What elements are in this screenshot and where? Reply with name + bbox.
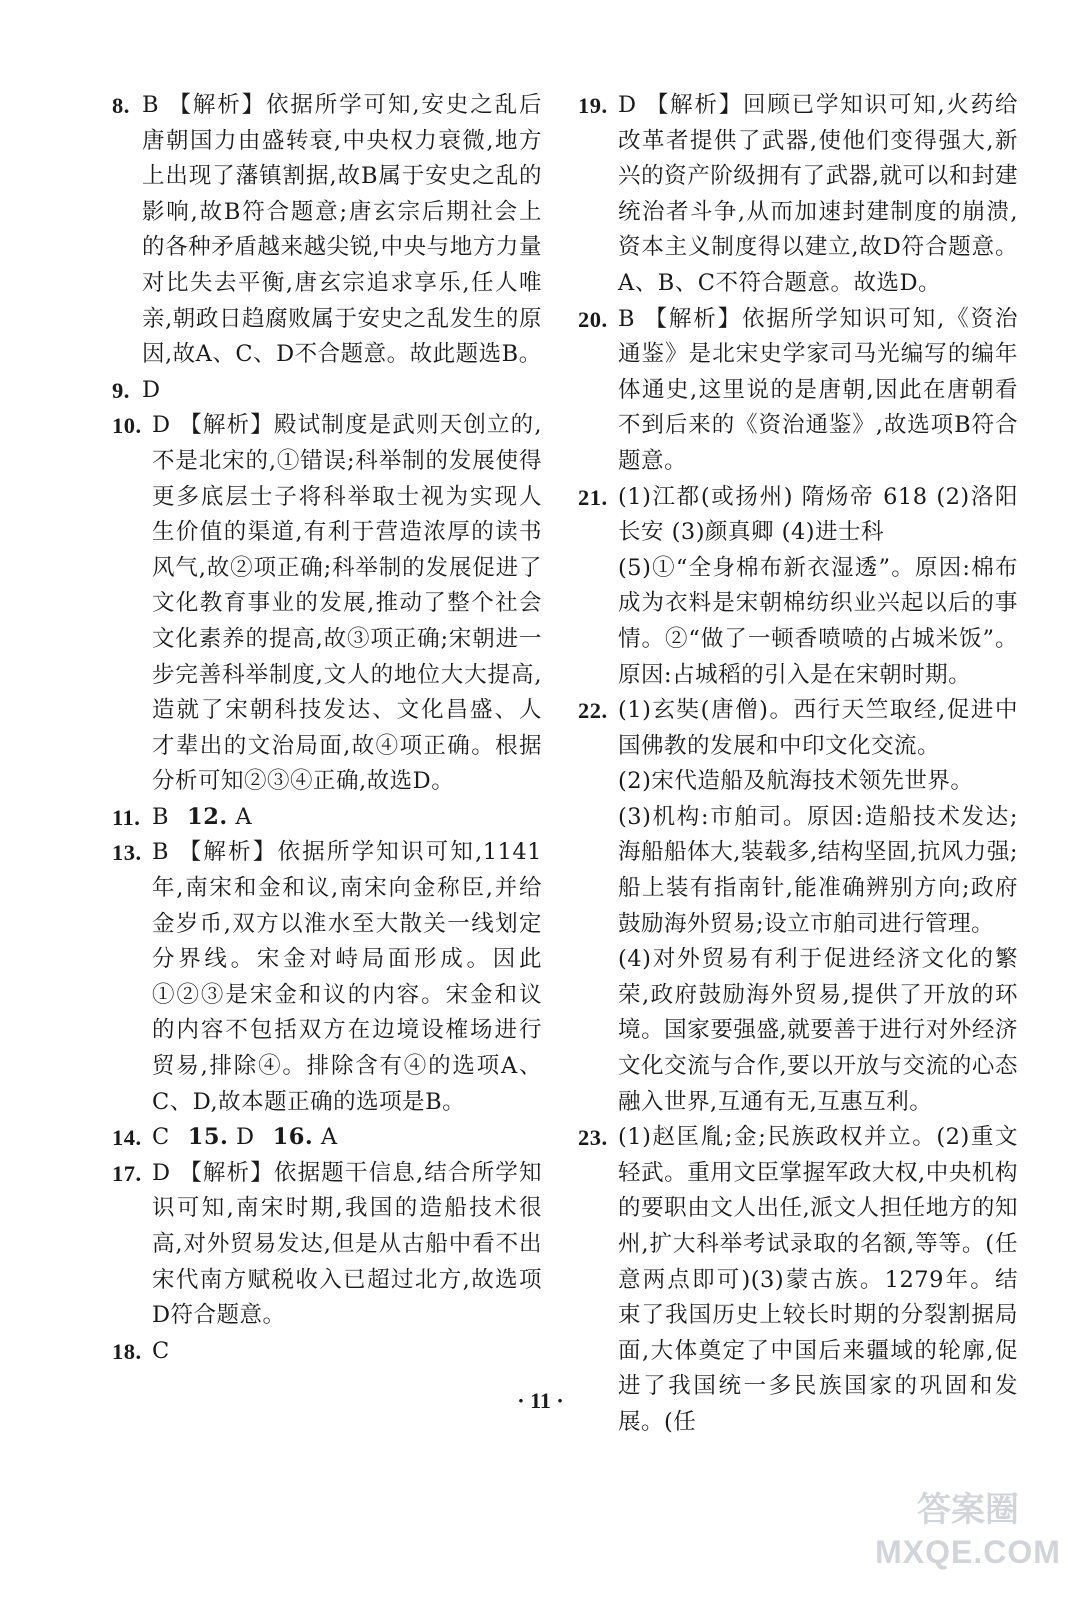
- answer-segment: (1)玄奘(唐僧)。西行天竺取经,促进中国佛教的发展和中印文化交流。: [618, 697, 1018, 759]
- answer-item: [578, 693, 1018, 1120]
- question-number: 20.: [578, 306, 608, 332]
- watermark-url: MXQE.COM: [875, 1534, 1061, 1570]
- question-number: 14.: [112, 1125, 142, 1151]
- question-number: 9.: [112, 377, 130, 403]
- question-number: 10.: [112, 413, 142, 439]
- answer-segment: (4)对外贸易有利于促进经济文化的繁荣,政府鼓励海外贸易,提供了开放的环境。国家要强盛,就要善于进行对外经济文化交流与合作,要以开放与交流的心态融入世界,互通有无,互惠互利。: [618, 946, 1018, 1115]
- answer-item: [112, 1156, 542, 1334]
- analysis-tag: 【解析】: [643, 305, 743, 332]
- answer-item: [112, 1334, 542, 1370]
- analysis-text: 回顾已学知识可知,火药给改革者提供了武器,使他们变得强大,新兴的资产阶级拥有了武器,就可以和封建统治者斗争,从而加速封建制度的崩溃,资本主义制度得以建立,故D符合题意。A、B、C不符合题意。故选D。: [618, 92, 1018, 296]
- question-number: 12.: [187, 803, 228, 830]
- question-number: 21.: [578, 484, 608, 510]
- answer-choice: B: [618, 305, 636, 332]
- answer-choice: D: [152, 1159, 171, 1186]
- analysis-tag: 【解析】: [178, 412, 274, 439]
- answer-choice: A: [320, 1124, 338, 1151]
- answer-item-group: [112, 800, 542, 836]
- answer-choice: B: [152, 803, 170, 830]
- answer-segment: (3)机构:市舶司。原因:造船技术发达;海船船体大,装载多,结构坚固,抗风力强;船上装有指南针,能准确辨别方向;政府鼓励海外贸易;设立市舶司进行管理。: [618, 803, 1018, 937]
- question-number: 23.: [578, 1125, 608, 1151]
- question-number: 13.: [112, 840, 142, 866]
- watermark-text: 答案圈: [917, 1491, 1019, 1529]
- question-number: 22.: [578, 698, 608, 724]
- answer-segment: (1)赵匡胤;金;民族政权并立。(2)重文轻武。重用文臣掌握军政大权,中央机构的要职由文人出任,派文人担任地方的知州,扩大科举考试录取的名额,等等。(任意两点即可)(3)蒙古族。1279年。结束了我国历史上较长时期的分裂割据局面,大体奠定了中国后来疆域的轮廓,促进了我国统一多民族国家的巩固和发展。(任: [618, 1124, 1018, 1435]
- analysis-tag: 【解析】: [178, 1159, 274, 1186]
- analysis-tag: 【解析】: [167, 92, 267, 118]
- answer-choice: B: [152, 839, 170, 866]
- analysis-tag: 【解析】: [177, 839, 278, 866]
- answer-choice: C: [152, 1124, 170, 1151]
- answer-choice: C: [152, 1337, 170, 1364]
- answer-item: [578, 480, 1018, 694]
- answer-choice: D: [618, 92, 637, 118]
- answer-item: [112, 408, 542, 800]
- analysis-text: 依据所学知识可知,1141年,南宋和金和议,南宋向金称臣,并给金岁币,双方以淮水至大散关一线划定分界线。宋金对峙局面形成。因此①②③是宋金和议的内容。宋金和议的内容不包括双方在边境设榷场进行贸易,排除④。排除含有④的选项A、C、D,故本题正确的选项是B。: [152, 839, 542, 1115]
- answer-segment: (2)宋代造船及航海技术领先世界。: [618, 768, 974, 795]
- question-number: 11.: [112, 804, 141, 830]
- answer-item: [112, 373, 542, 409]
- answer-item: [578, 302, 1018, 480]
- right-column: [578, 88, 1018, 1441]
- answer-item: [578, 88, 1018, 302]
- answer-choice: D: [142, 376, 161, 403]
- page-number: · 11 ·: [517, 1388, 564, 1413]
- analysis-text: 依据所学知识可知,《资治通鉴》是北宋史学家司马光编写的编年体通史,这里说的是唐朝,因此在唐朝看不到后来的《资治通鉴》,故选项B符合题意。: [618, 305, 1018, 474]
- analysis-text: 殿试制度是武则天创立的,不是北宋的,①错误;科举制的发展使得更多底层士子将科举取士视为实现人生价值的渠道,有利于营造浓厚的读书风气,故②项正确;科举制的发展促进了文化教育事业的发展,推动了整个社会文化素养的提高,故③项正确;宋朝进一步完善科举制度,文人的地位大大提高,造就了宋朝科技发达、文化昌盛、人才辈出的文治局面,故④项正确。根据分析可知②③④正确,故选D。: [152, 412, 542, 795]
- question-number: 8.: [112, 93, 130, 118]
- question-number: 17.: [112, 1160, 142, 1186]
- question-number: 16.: [272, 1124, 314, 1151]
- question-number: 18.: [112, 1338, 142, 1364]
- answer-item-group: [112, 1120, 542, 1156]
- question-number: 19.: [578, 93, 608, 118]
- analysis-text: 依据题干信息,结合所学知识可知,南宋时期,我国的造船技术很高,对外贸易发达,但是从古船中看不出宋代南方赋税收入已超过北方,故选项D符合题意。: [152, 1159, 542, 1329]
- answer-item: [112, 835, 542, 1120]
- answer-segment: (5)①“全身棉布新衣湿透”。原因:棉布成为衣料是宋朝棉纺织业兴起以后的事情。②“做了一顿香喷喷的占城米饭”。原因:占城稻的引入是在宋朝时期。: [618, 554, 1018, 688]
- answer-segment: (1)江都(或扬州) 隋炀帝 618 (2)洛阳 长安 (3)颜真卿 (4)进士科: [618, 483, 1018, 546]
- analysis-text: 依据所学可知,安史之乱后唐朝国力由盛转衰,中央权力衰微,地方上出现了藩镇割据,故B属于安史之乱的影响,故B符合题意;唐玄宗后期社会上的各种矛盾越来越尖锐,中央与地方力量对比失去平衡,唐玄宗追求享乐,任人唯亲,朝政日趋腐败属于安史之乱发生的原因,故A、C、D不合题意。故此题选B。: [142, 92, 542, 368]
- answer-choice: B: [142, 92, 160, 118]
- answer-item: [112, 88, 542, 373]
- watermark-logo: [868, 1488, 1068, 1588]
- answer-choice: A: [235, 803, 253, 830]
- left-column: [112, 88, 542, 1369]
- answer-choice: D: [236, 1124, 255, 1151]
- analysis-tag: 【解析】: [644, 92, 744, 118]
- question-number: 15.: [187, 1124, 229, 1151]
- answer-choice: D: [152, 412, 171, 439]
